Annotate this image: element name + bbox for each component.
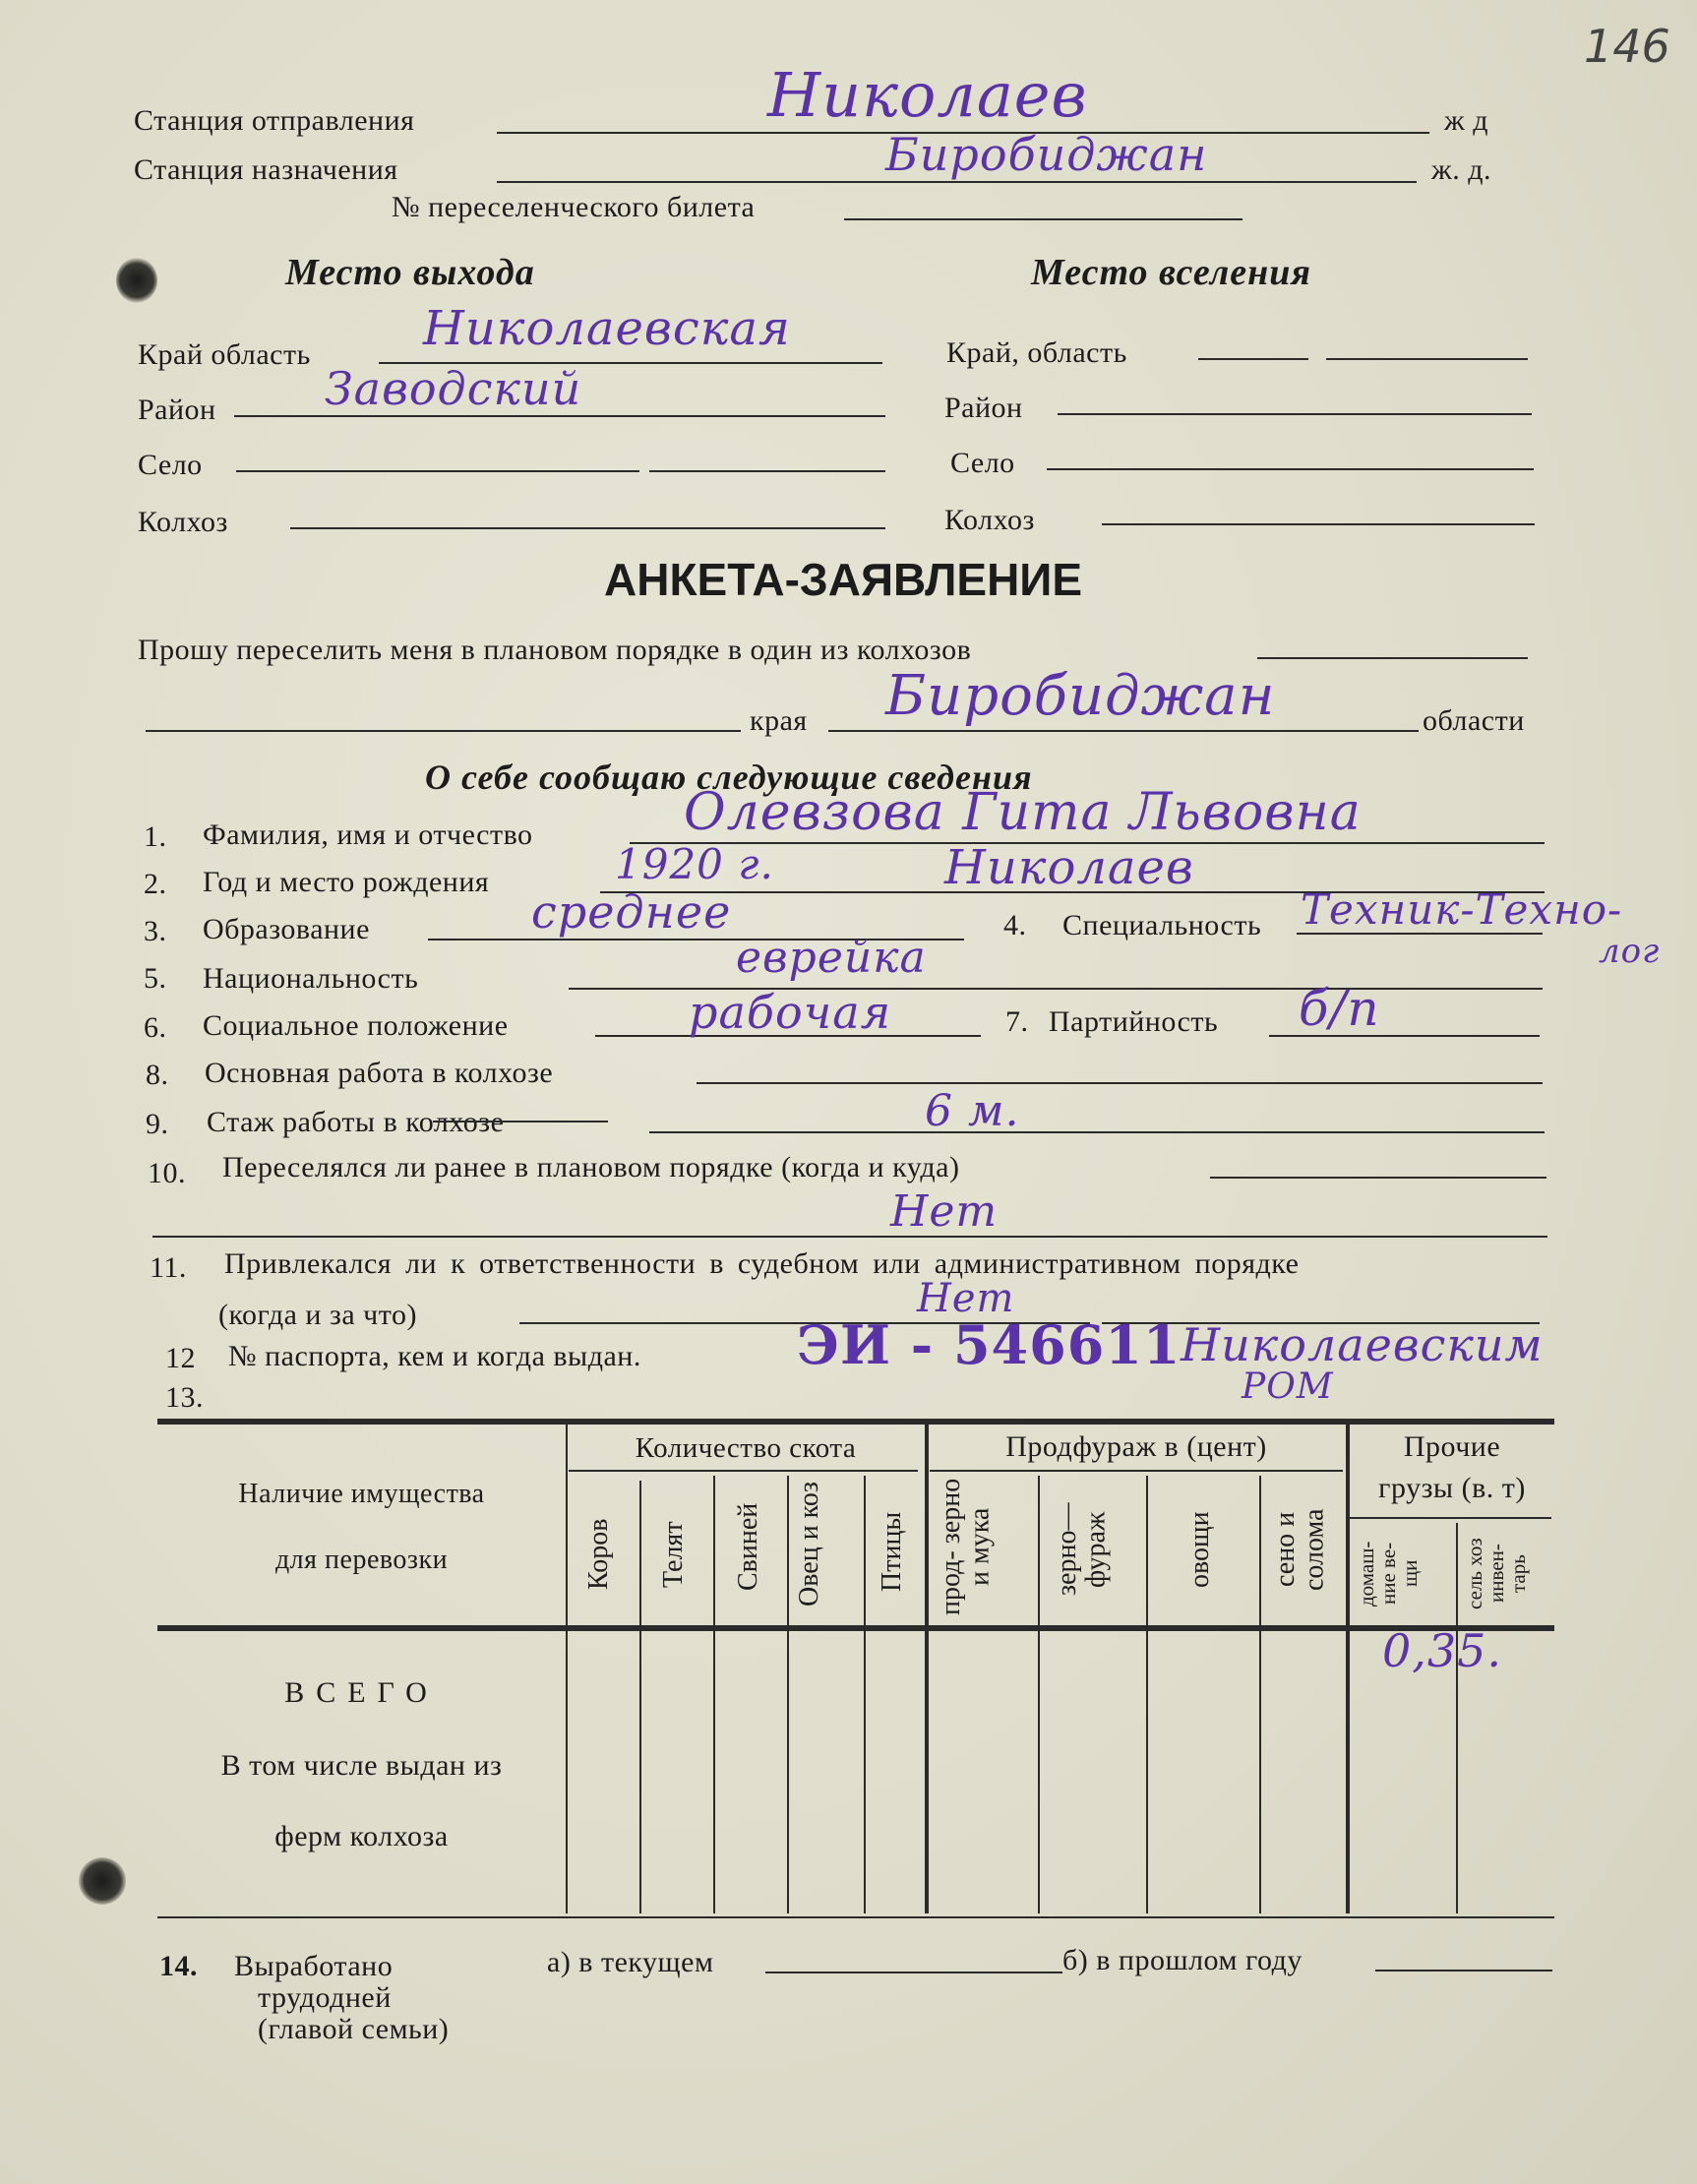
request-line: Прошу переселить меня в плановом порядке в один из колхозов <box>138 634 972 666</box>
item-6-label: Социальное положение <box>203 1009 509 1042</box>
item-7-value: б/п <box>1299 980 1380 1037</box>
item-12-value-b: Николаевским <box>1181 1318 1544 1371</box>
issued-row-label-2: ферм колхоза <box>274 1820 449 1852</box>
exit-district-line <box>234 415 885 417</box>
exit-kolkhoz-line <box>290 527 885 529</box>
col-grain-flour: прод- зерно и мука <box>936 1478 996 1616</box>
col-divider <box>713 1476 715 1913</box>
col-calves: Телят <box>658 1521 689 1588</box>
departure-station-value: Николаев <box>767 59 1088 131</box>
ticket-line <box>844 218 1242 220</box>
col-poultry: Птицы <box>877 1511 907 1593</box>
other-group-underline <box>1350 1517 1551 1519</box>
request-oblast-line <box>828 730 1419 732</box>
item-9-number: 9. <box>146 1108 169 1140</box>
item-7-label: Партийность <box>1049 1005 1219 1038</box>
livestock-group-underline <box>569 1470 918 1472</box>
request-kraya-line <box>146 730 741 732</box>
item-4-label: Специальность <box>1062 909 1262 941</box>
item-10-line-2 <box>152 1236 1547 1238</box>
exit-region-value: Николаевская <box>423 301 791 356</box>
item-9-line <box>649 1131 1545 1133</box>
col-divider <box>787 1476 789 1913</box>
item-14-number: 14. <box>159 1950 198 1982</box>
item-14-b-line <box>1375 1970 1552 1972</box>
col-household-goods: домаш- ние ве- щи <box>1355 1541 1423 1607</box>
settle-district-label: Район <box>944 392 1023 424</box>
item-5-label: Национальность <box>203 962 419 995</box>
request-kolkhoz-line <box>1257 657 1528 659</box>
item-12-value-a: ЭИ - 546611 <box>797 1313 1182 1376</box>
other-group-header-line2: грузы (в. т) <box>1378 1472 1526 1504</box>
destination-suffix: ж. д. <box>1431 153 1491 186</box>
settle-kolkhoz-label: Колхоз <box>944 504 1035 536</box>
col-divider <box>1146 1476 1148 1913</box>
item-14-b-label: б) в прошлом году <box>1062 1944 1303 1976</box>
item-8-line <box>697 1082 1543 1084</box>
item-4-value-b: лог <box>1599 932 1661 971</box>
item-3-label: Образование <box>203 913 370 945</box>
item-7-number: 7. <box>1005 1005 1029 1038</box>
item-10-number: 10. <box>148 1157 186 1189</box>
issued-row-label-1: В том числе выдан из <box>220 1749 503 1782</box>
other-total-value: 0,35. <box>1382 1624 1503 1677</box>
item-3-value: среднее <box>531 885 732 939</box>
other-group-header-line1: Прочие <box>1403 1430 1501 1463</box>
item-9-strike <box>433 1121 608 1122</box>
col-divider <box>639 1481 641 1913</box>
table-bottom-border <box>157 1916 1554 1918</box>
punch-hole <box>116 258 157 303</box>
settle-region-label: Край, область <box>946 336 1127 369</box>
settle-village-label: Село <box>950 447 1015 479</box>
item-11-label-b: (когда и за что) <box>218 1299 417 1331</box>
exit-district-label: Район <box>138 394 216 426</box>
item-5-value: еврейка <box>736 933 927 983</box>
fodder-group-header: Продфураж в (цент) <box>1005 1430 1267 1463</box>
item-5-number: 5. <box>144 962 167 995</box>
table-header-bottom-border <box>157 1625 1554 1631</box>
fodder-group-underline <box>930 1470 1343 1472</box>
col-divider <box>925 1422 929 1913</box>
item-2-value-b: Николаев <box>944 840 1194 895</box>
ticket-label: № переселенческого билета <box>392 191 756 223</box>
item-14-label-3: (главой семьи) <box>258 2013 450 2045</box>
form-title: АНКЕТА-ЗАЯВЛЕНИЕ <box>604 554 1083 605</box>
item-4-number: 4. <box>1003 909 1027 941</box>
exit-district-value: Заводский <box>325 362 582 415</box>
item-6-value: рабочая <box>689 986 892 1039</box>
col-vegetables: овощи <box>1184 1511 1215 1588</box>
item-11-value: Нет <box>917 1276 1015 1321</box>
item-14-label-2: трудодней <box>258 1981 392 2014</box>
item-1-label: Фамилия, имя и отчество <box>203 819 533 851</box>
item-9-label: Стаж работы в колхозе <box>207 1106 505 1138</box>
item-14-a-label: а) в текущем <box>547 1946 714 1978</box>
col-divider <box>1456 1523 1458 1913</box>
item-2-value-a: 1920 г. <box>615 840 774 888</box>
row-header-line1: Наличие имущества <box>238 1479 485 1509</box>
item-6-number: 6. <box>144 1011 167 1044</box>
item-3-number: 3. <box>144 915 167 947</box>
departure-station-label: Станция отправления <box>134 104 415 137</box>
item-14-a-line <box>765 1972 1062 1973</box>
col-divider <box>864 1476 866 1913</box>
item-10-line <box>1210 1177 1546 1179</box>
item-13-number: 13. <box>165 1381 204 1414</box>
item-1-value: Олевзова Гита Львовна <box>684 783 1362 842</box>
destination-station-label: Станция назначения <box>134 153 398 186</box>
item-9-value: 6 м. <box>925 1086 1020 1136</box>
total-row-label: ВСЕГО <box>284 1676 439 1709</box>
request-kraya-label: края <box>750 704 808 737</box>
item-2-label: Год и место рождения <box>203 866 490 898</box>
exit-place-title: Место выхода <box>285 252 535 293</box>
archive-number: 146 <box>1584 20 1670 73</box>
col-farm-inventory: сель хоз инвен- тарь <box>1463 1538 1531 1609</box>
table-top-border <box>157 1419 1554 1425</box>
col-sheep-goats: Овец и коз <box>794 1482 824 1608</box>
request-oblast-label: области <box>1423 704 1525 737</box>
settle-region-line-2 <box>1326 358 1528 360</box>
exit-region-label: Край область <box>138 338 311 371</box>
col-pigs: Свиней <box>733 1502 763 1592</box>
settle-region-line <box>1198 358 1308 360</box>
col-divider <box>1038 1476 1040 1913</box>
settle-village-line <box>1047 468 1534 470</box>
request-oblast-value: Биробиджан <box>885 664 1276 728</box>
item-8-label: Основная работа в колхозе <box>205 1057 554 1089</box>
item-4-value-a: Техник-Техно- <box>1301 885 1623 934</box>
item-10-value: Нет <box>890 1186 999 1237</box>
punch-hole <box>79 1857 126 1905</box>
item-10-label: Переселялся ли ранее в плановом порядке (когда и куда) <box>222 1151 960 1183</box>
destination-station-value: Биробиджан <box>885 128 1208 181</box>
exit-village-line <box>236 470 639 472</box>
about-title: О себе сообщаю следующие сведения <box>425 758 1033 797</box>
settle-kolkhoz-line <box>1102 523 1535 525</box>
livestock-group-header: Количество скота <box>635 1432 857 1464</box>
item-14-label-1: Выработано <box>234 1950 394 1982</box>
col-divider <box>566 1422 568 1913</box>
item-2-number: 2. <box>144 868 167 900</box>
item-1-number: 1. <box>144 820 167 853</box>
col-grain-fodder: зерно— фураж <box>1052 1502 1112 1597</box>
exit-village-label: Село <box>138 449 203 481</box>
col-hay-straw: сено и солома <box>1270 1508 1330 1591</box>
col-cows: Коров <box>583 1518 614 1591</box>
exit-village-line-2 <box>649 470 885 472</box>
item-12-label: № паспорта, кем и когда выдан. <box>228 1340 641 1372</box>
item-12-value-c: РОМ <box>1242 1366 1334 1407</box>
col-divider <box>1259 1476 1261 1913</box>
item-12-number: 12 <box>165 1342 196 1374</box>
item-8-number: 8. <box>146 1059 169 1091</box>
item-11-number: 11. <box>150 1251 187 1284</box>
item-11-label-a: Привлекался ли к ответственности в судебном или административном порядке <box>224 1247 1300 1280</box>
settle-place-title: Место вселения <box>1031 252 1311 293</box>
settle-district-line <box>1058 413 1532 415</box>
exit-kolkhoz-label: Колхоз <box>138 506 228 538</box>
row-header-line2: для перевозки <box>274 1545 449 1575</box>
departure-suffix: ж д <box>1444 104 1488 137</box>
destination-station-line <box>497 181 1417 183</box>
